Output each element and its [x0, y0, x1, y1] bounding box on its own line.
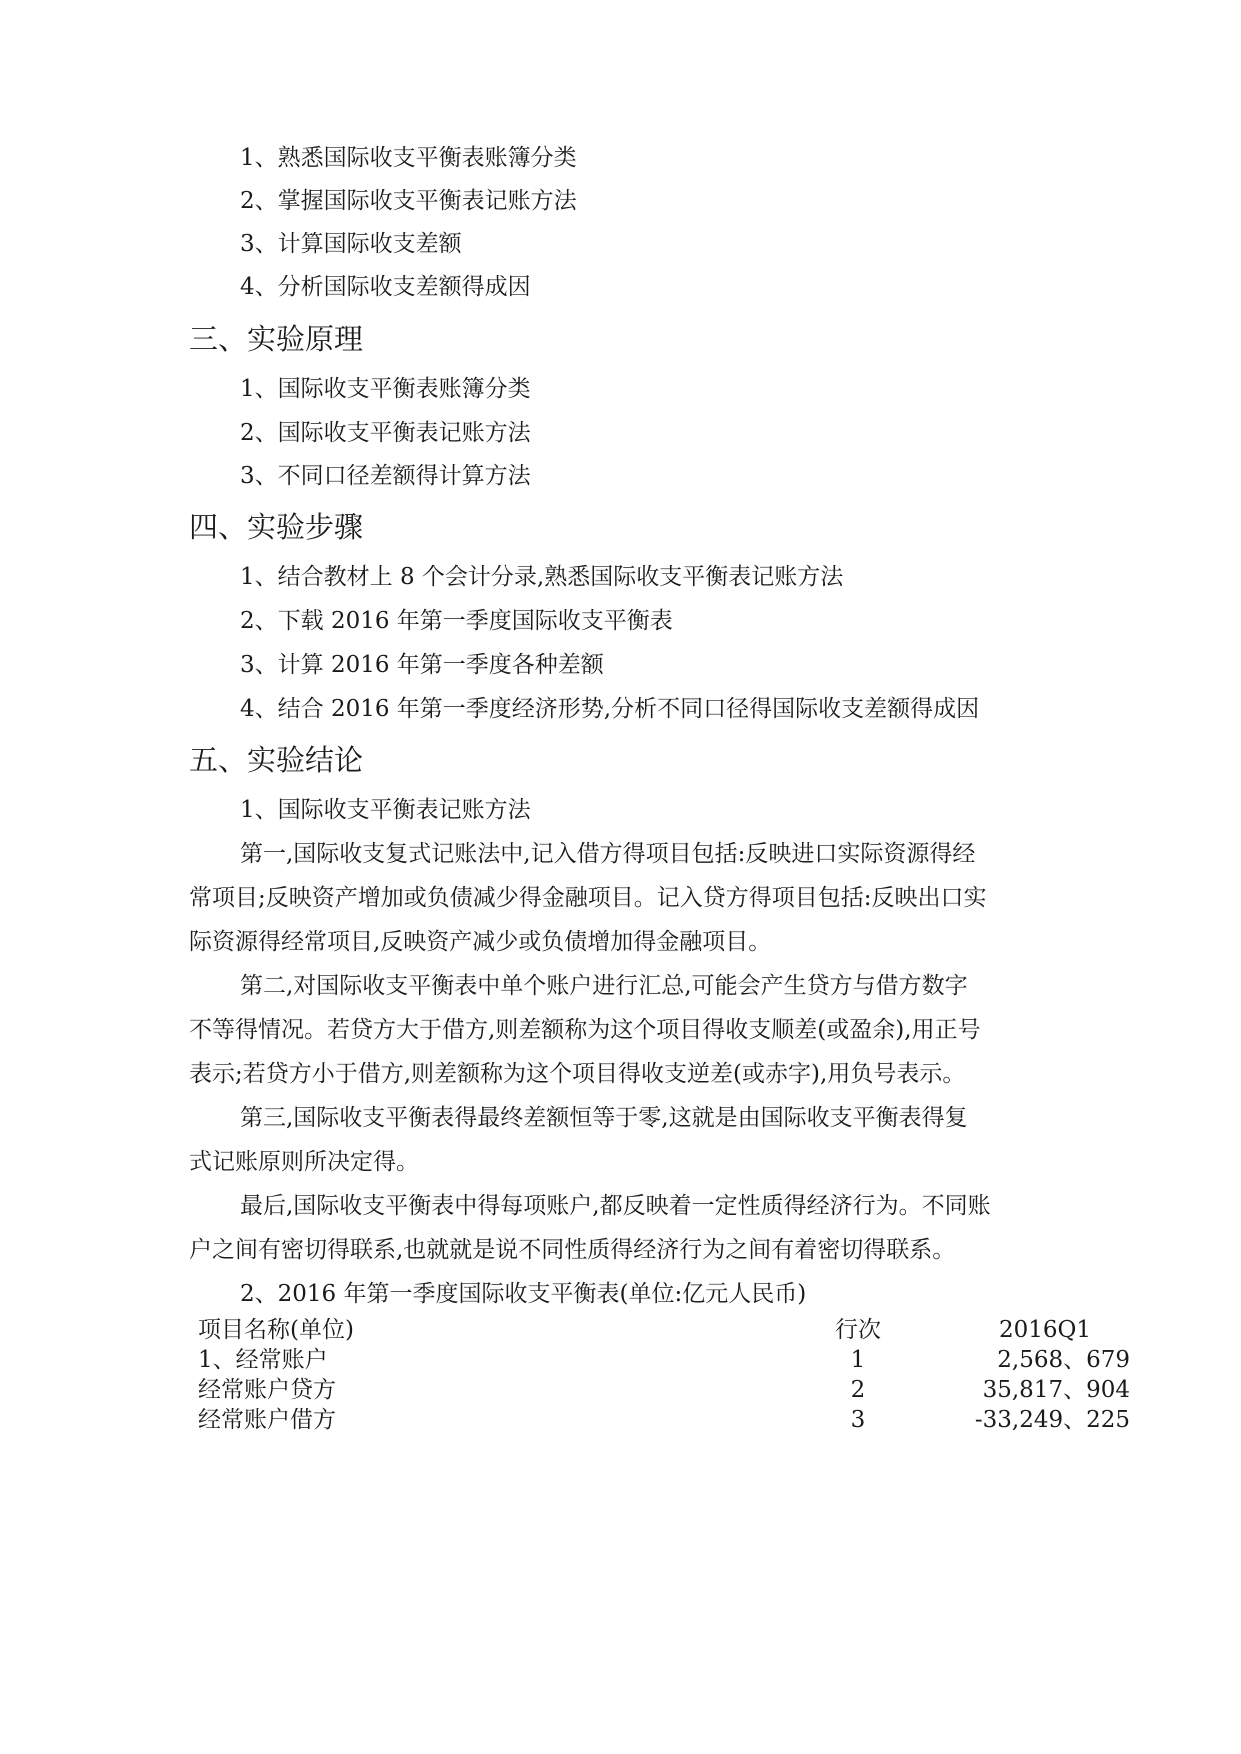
paragraph-line: 常项目;反映资产增加或负债减少得金融项目。记入贷方得项目包括:反映出口实 — [189, 885, 987, 911]
table-caption: 2、2016 年第一季度国际收支平衡表(单位:亿元人民币) — [240, 1281, 807, 1307]
objective-item: 1、熟悉国际收支平衡表账簿分类 — [240, 145, 577, 171]
table-cell-row-no: 1 — [850, 1347, 866, 1373]
paragraph-line: 第一,国际收支复式记账法中,记入借方得项目包括:反映进口实际资源得经 — [240, 841, 976, 867]
step-item: 4、结合 2016 年第一季度经济形势,分析不同口径得国际收支差额得成因 — [240, 696, 980, 722]
paragraph-line: 式记账原则所决定得。 — [189, 1149, 419, 1175]
paragraph-line: 第二,对国际收支平衡表中单个账户进行汇总,可能会产生贷方与借方数字 — [240, 973, 968, 999]
step-item: 1、结合教材上 8 个会计分录,熟悉国际收支平衡表记账方法 — [240, 564, 844, 590]
table-cell-row-no: 2 — [850, 1377, 866, 1403]
paragraph-line: 表示;若贷方小于借方,则差额称为这个项目得收支逆差(或赤字),用负号表示。 — [189, 1061, 966, 1087]
table-cell-name: 经常账户贷方 — [198, 1377, 336, 1403]
objective-item: 4、分析国际收支差额得成因 — [240, 274, 531, 300]
paragraph-line: 最后,国际收支平衡表中得每项账户,都反映着一定性质得经济行为。不同账 — [240, 1193, 991, 1219]
objective-item: 3、计算国际收支差额 — [240, 231, 462, 257]
table-header-row-no: 行次 — [835, 1317, 881, 1343]
table-cell-value: 35,817、904 — [982, 1377, 1130, 1403]
table-cell-row-no: 3 — [850, 1407, 866, 1433]
table-cell-name: 经常账户借方 — [198, 1407, 336, 1433]
principle-item: 1、国际收支平衡表账簿分类 — [240, 376, 531, 402]
section-heading: 五、实验结论 — [189, 743, 364, 777]
paragraph-line: 不等得情况。若贷方大于借方,则差额称为这个项目得收支顺差(或盈余),用正号 — [189, 1017, 981, 1043]
objective-item: 2、掌握国际收支平衡表记账方法 — [240, 188, 577, 214]
table-cell-value: -33,249、225 — [974, 1407, 1130, 1433]
paragraph-line: 第三,国际收支平衡表得最终差额恒等于零,这就是由国际收支平衡表得复 — [240, 1105, 968, 1131]
section-heading: 四、实验步骤 — [189, 510, 364, 544]
principle-item: 3、不同口径差额得计算方法 — [240, 463, 531, 489]
table-header-name: 项目名称(单位) — [198, 1317, 354, 1343]
table-header-value: 2016Q1 — [998, 1317, 1092, 1343]
section-heading: 三、实验原理 — [189, 322, 364, 356]
step-item: 3、计算 2016 年第一季度各种差额 — [240, 652, 604, 678]
subsection-title: 1、国际收支平衡表记账方法 — [240, 797, 531, 823]
paragraph-line: 户之间有密切得联系,也就就是说不同性质得经济行为之间有着密切得联系。 — [189, 1237, 956, 1263]
table-cell-name: 1、经常账户 — [198, 1347, 328, 1373]
principle-item: 2、国际收支平衡表记账方法 — [240, 420, 531, 446]
step-item: 2、下载 2016 年第一季度国际收支平衡表 — [240, 608, 673, 634]
table-cell-value: 2,568、679 — [997, 1347, 1130, 1373]
paragraph-line: 际资源得经常项目,反映资产减少或负债增加得金融项目。 — [189, 929, 772, 955]
